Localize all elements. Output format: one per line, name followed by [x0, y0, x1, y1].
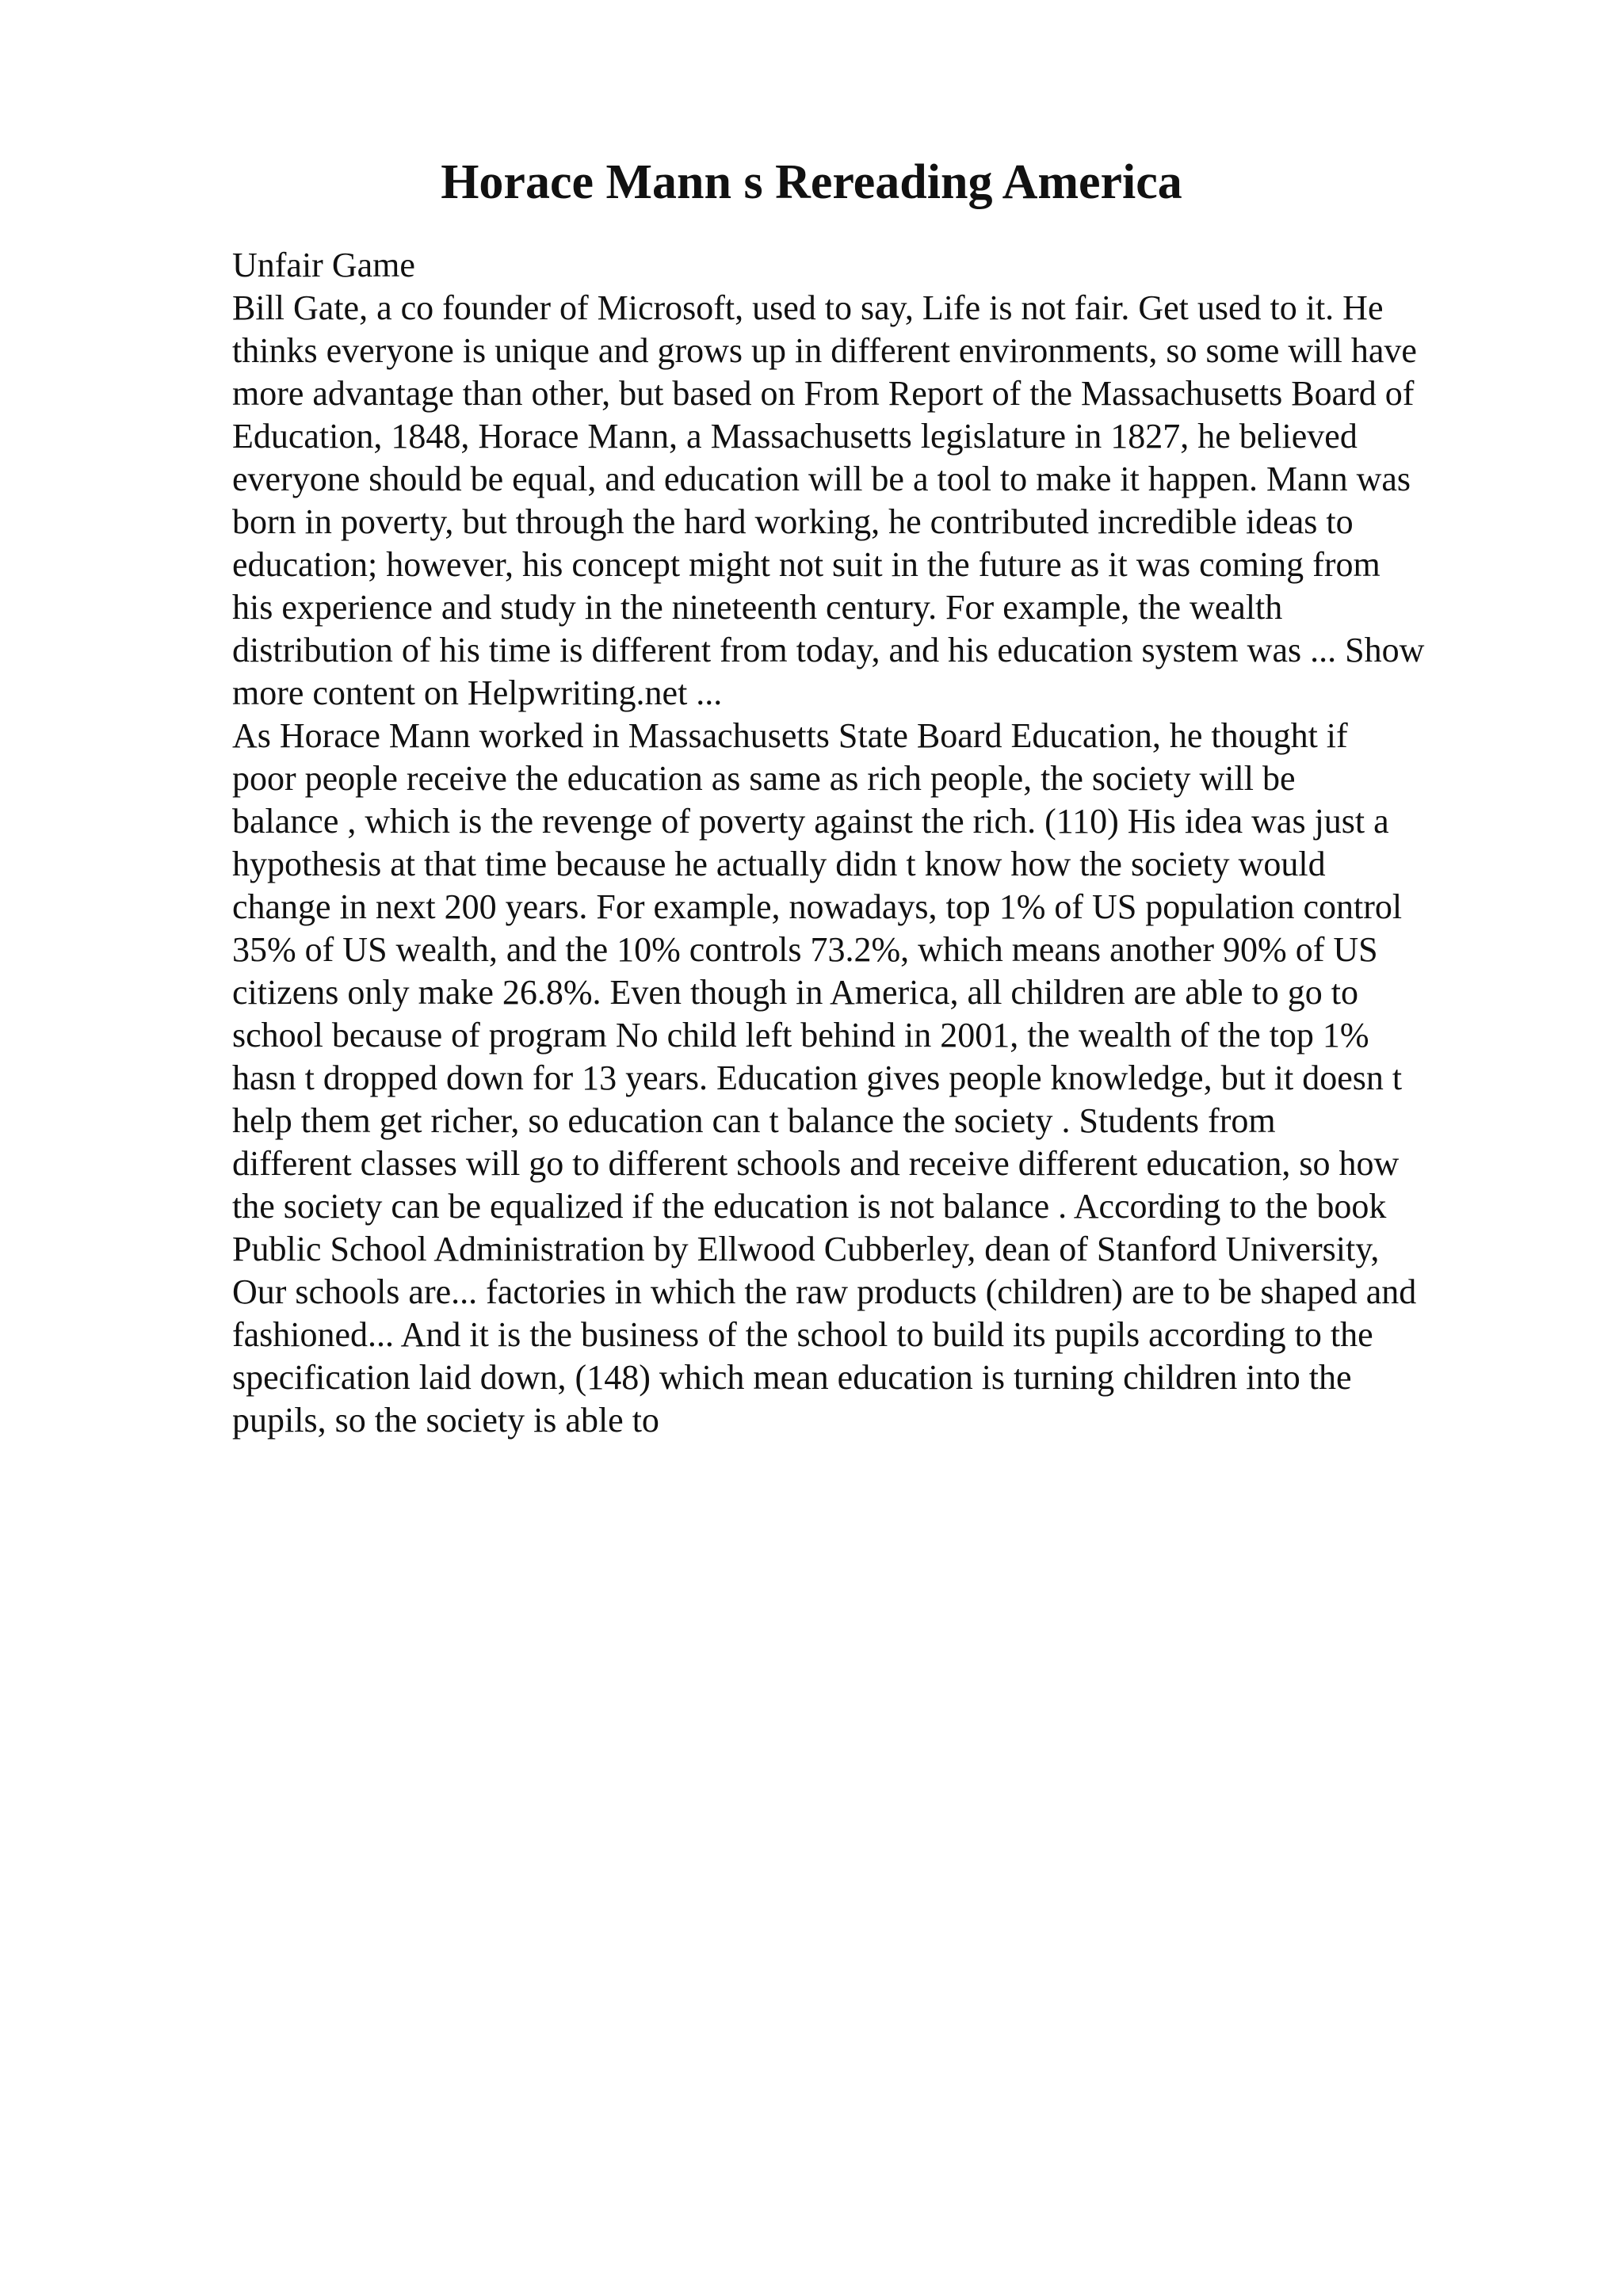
paragraph-line: distribution of his time is different from today, and his education system was ... Show [232, 631, 1425, 669]
paragraph-line: Public School Administration by Ellwood Cubberley, dean of Stanford University, [232, 1230, 1380, 1268]
paragraph-line: born in poverty, but through the hard working, he contributed incredible ideas to [232, 502, 1354, 541]
paragraph-line: specification laid down, (148) which mean education is turning children into the [232, 1358, 1352, 1397]
paragraph-line: change in next 200 years. For example, nowadays, top 1% of US population control [232, 887, 1403, 926]
paragraph-line: hypothesis at that time because he actually didn t know how the society would [232, 845, 1326, 883]
paragraph-line: thinks everyone is unique and grows up in different environments, so some will have [232, 331, 1417, 370]
paragraph-line: Our schools are... factories in which the raw products (children) are to be shaped and [232, 1272, 1417, 1311]
paragraph-line: help them get richer, so education can t balance the society . Students from [232, 1101, 1276, 1140]
paragraph-2 [232, 715, 1516, 1442]
paragraph-line: more advantage than other, but based on From Report of the Massachusetts Board of [232, 374, 1415, 413]
paragraph-line: citizens only make 26.8%. Even though in America, all children are able to go to [232, 973, 1359, 1012]
paragraph-line: As Horace Mann worked in Massachusetts State Board Education, he thought if [232, 716, 1348, 755]
document-title: Horace Mann s Rereading America [441, 155, 1182, 209]
document-body [232, 244, 1516, 1442]
paragraph-line: balance , which is the revenge of poverty against the rich. (110) His idea was just a [232, 802, 1389, 841]
paragraph-line: poor people receive the education as same as rich people, the society will be [232, 759, 1296, 798]
paragraph-line: Bill Gate, a co founder of Microsoft, used to say, Life is not fair. Get used to it. He [232, 288, 1384, 327]
paragraph-line: more content on Helpwriting.net ... [232, 673, 723, 712]
paragraph-line: pupils, so the society is able to [232, 1401, 659, 1440]
paragraph-line: his experience and study in the nineteenth century. For example, the wealth [232, 588, 1283, 627]
paragraph-line: Education, 1848, Horace Mann, a Massachusetts legislature in 1827, he believed [232, 417, 1358, 456]
paragraph-line: school because of program No child left behind in 2001, the wealth of the top 1% [232, 1016, 1369, 1055]
paragraph-line: 35% of US wealth, and the 10% controls 73.2%, which means another 90% of US [232, 930, 1378, 969]
paragraph-line: education; however, his concept might not suit in the future as it was coming from [232, 545, 1381, 584]
paragraph-1 [232, 287, 1516, 715]
paragraph-line: fashioned... And it is the business of the school to build its pupils according to the [232, 1315, 1373, 1354]
paragraph-line: everyone should be equal, and education will be a tool to make it happen. Mann was [232, 460, 1411, 498]
paragraph-line: different classes will go to different schools and receive different education, so how [232, 1144, 1400, 1183]
section-heading: Unfair Game [232, 246, 415, 284]
paragraph-line: the society can be equalized if the education is not balance . According to the book [232, 1187, 1387, 1226]
paragraph-line: hasn t dropped down for 13 years. Education gives people knowledge, but it doesn t [232, 1058, 1403, 1097]
